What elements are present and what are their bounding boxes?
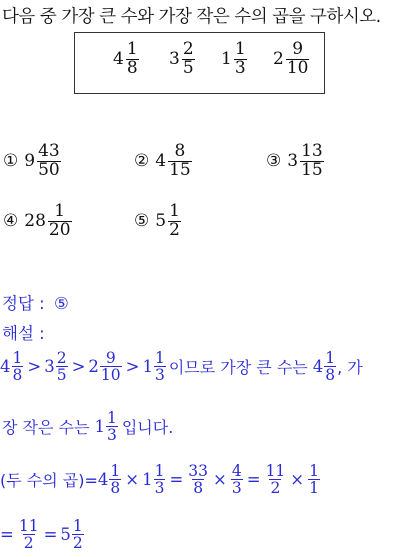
fraction: $\frac{33}{8}$ [188,462,209,498]
explanation-line-3: (두 수의 곱)= 4 $\frac{1}{8}$ × 1 $\frac{1}{3}$ = $\frac{33}{8}$ × $\frac{4}{3}$ = $\frac{11}{2}$ × $\frac{1}{1}$ [0,462,319,498]
fraction: $\frac{1}{20}$ [48,201,71,240]
fraction: $\frac{1}{2}$ [169,201,180,240]
fraction: $\frac{11}{2}$ [265,462,286,498]
fraction: $\frac{4}{3}$ [231,462,242,498]
option-2[interactable]: ② 4 $\frac{8}{15}$ [134,141,191,180]
fraction: $\frac{2}{5}$ [182,39,194,78]
answer-value: ⑤ [53,294,69,313]
box-number: 1 $\frac{1}{3}$ [221,39,246,78]
fraction: $\frac{1}{1}$ [309,462,319,498]
fraction: $\frac{11}{2}$ [18,517,39,553]
number-box [74,32,325,94]
explanation-label: 해설 : [2,324,45,343]
explanation-line-2: 장 작은 수는 1 $\frac{1}{3}$ 입니다. [2,409,174,445]
fraction: $\frac{9}{10}$ [286,39,309,78]
box-number: 3 $\frac{2}{5}$ [169,39,194,78]
fraction: $\frac{1}{3}$ [154,462,165,498]
explanation-line-4: = $\frac{11}{2}$ = 5 $\frac{1}{2}$ [0,517,83,553]
answer-label: 정답 : [2,294,45,313]
explanation-line-1: 4 $\frac{1}{8}$ > 3 $\frac{2}{5}$ > 2 $\frac{9}{10}$ > 1 $\frac{1}{3}$ 이므로 가장 큰 수는 4 $\frac{1}{8}$ , 가 [0,349,363,385]
fraction: $\frac{2}{5}$ [56,349,67,385]
fraction: $\frac{1}{8}$ [110,462,121,498]
fraction: $\frac{1}{8}$ [12,349,23,385]
fraction: $\frac{1}{3}$ [154,349,165,385]
fraction: $\frac{43}{50}$ [38,141,60,180]
fraction: $\frac{1}{8}$ [126,39,138,78]
fraction: $\frac{1}{3}$ [106,409,117,445]
fraction: $\frac{13}{15}$ [301,141,323,180]
fraction: $\frac{8}{15}$ [169,141,191,180]
option-5[interactable]: ⑤ 5 $\frac{1}{2}$ [134,201,180,240]
answer-line [2,290,69,314]
box-number: 4 $\frac{1}{8}$ [113,39,138,78]
option-4[interactable]: ④ 28 $\frac{1}{20}$ [3,201,71,240]
fraction: $\frac{1}{3}$ [234,39,246,78]
question-text: 다음 중 가장 큰 수와 가장 작은 수의 곱을 구하시오. [2,7,381,27]
option-1[interactable]: ① 9 $\frac{43}{50}$ [3,141,60,180]
fraction: $\frac{1}{8}$ [325,349,336,385]
box-number: 2 $\frac{9}{10}$ [273,39,309,78]
option-3[interactable]: ③ 3 $\frac{13}{15}$ [266,141,323,180]
fraction: $\frac{1}{2}$ [72,517,83,553]
fraction: $\frac{9}{10}$ [100,349,121,385]
